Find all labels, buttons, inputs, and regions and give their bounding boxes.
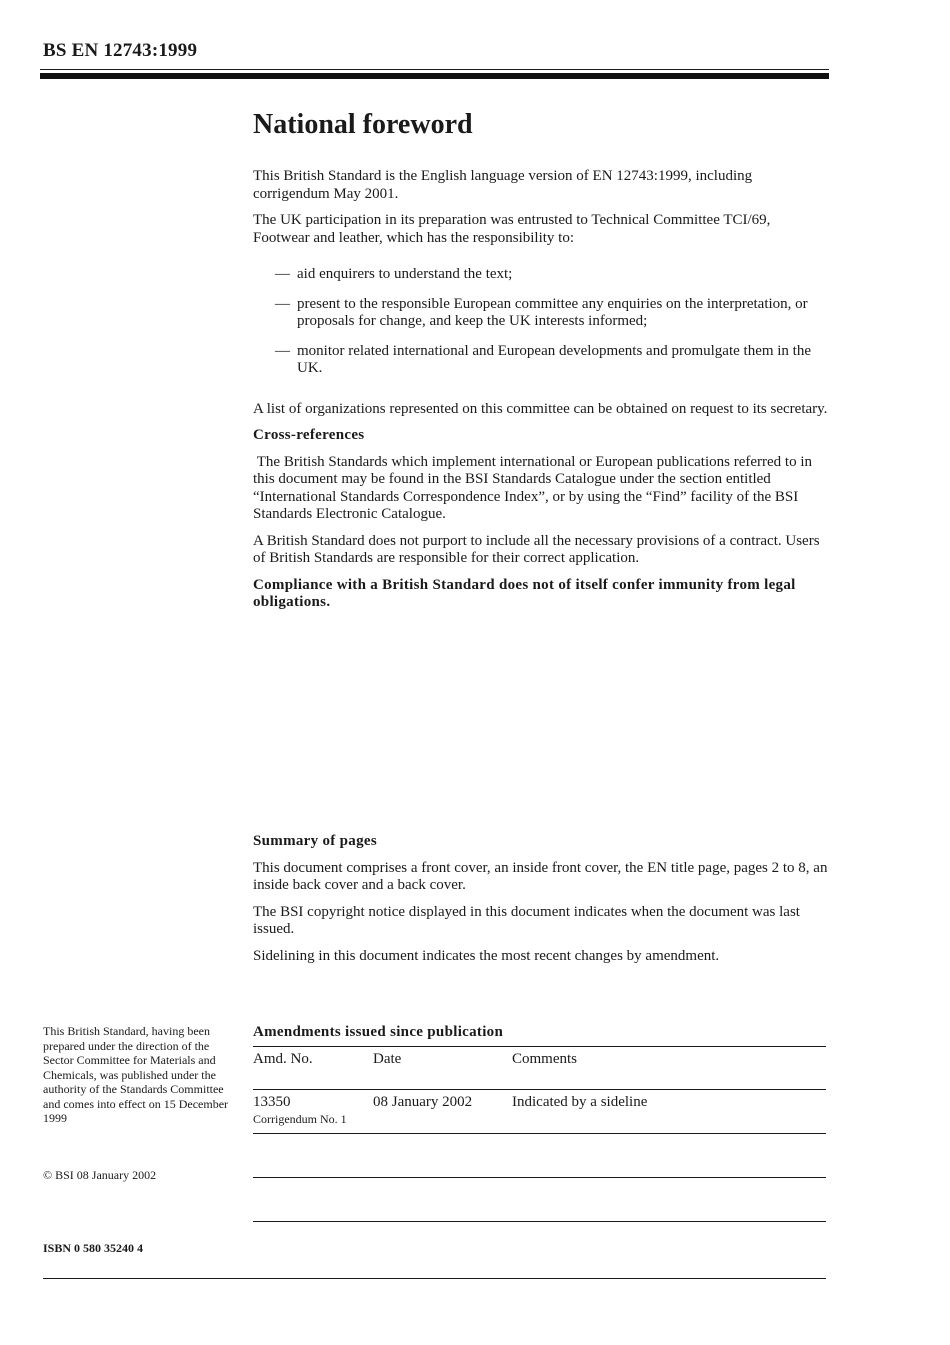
column-header-amd-no: Amd. No. bbox=[253, 1047, 373, 1090]
amd-sub-label: Corrigendum No. 1 bbox=[253, 1112, 347, 1126]
table-row bbox=[253, 1178, 826, 1222]
copyright-notice: © BSI 08 January 2002 bbox=[43, 1168, 157, 1182]
foreword-paragraph-1: This British Standard is the English language version of EN 12743:1999, including corrigendum May 2001. bbox=[253, 168, 753, 202]
summary-paragraph-1: This document comprises a front cover, an inside front cover, the EN title page, pages 2 to 8, an inside back cover and a back cover. bbox=[253, 859, 828, 893]
list-item: — aid enquirers to understand the text; bbox=[275, 266, 513, 282]
table-row bbox=[253, 1090, 826, 1134]
compliance-statement: Compliance with a British Standard does not of itself confer immunity from legal obligations. bbox=[253, 576, 796, 610]
amendments-heading: Amendments issued since publication bbox=[253, 1024, 504, 1040]
responsibility-list bbox=[253, 266, 828, 378]
summary-paragraph-2: The BSI copyright notice displayed in this document indicates when the document was last issued. bbox=[253, 903, 800, 937]
column-header-date: Date bbox=[373, 1047, 512, 1090]
summary-section bbox=[253, 833, 828, 974]
document-code: BS EN 12743:1999 bbox=[43, 40, 198, 61]
date-cell: 08 January 2002 bbox=[373, 1090, 512, 1134]
table-header-row bbox=[253, 1047, 826, 1090]
header-rule-thick bbox=[40, 73, 829, 79]
amd-no-cell: 13350 Corrigendum No. 1 bbox=[253, 1090, 373, 1134]
page-title: National foreword bbox=[253, 109, 473, 140]
footer-rule bbox=[253, 1278, 826, 1279]
isbn: ISBN 0 580 35240 4 bbox=[43, 1241, 144, 1255]
summary-paragraph-3: Sidelining in this document indicates the most recent changes by amendment. bbox=[253, 947, 720, 964]
dash-marker: — bbox=[275, 342, 290, 359]
foreword-paragraph-4: A British Standard does not purport to include all the necessary provisions of a contract. Users of British Standards are responsible for their correct application. bbox=[253, 532, 820, 566]
list-item: — monitor related international and European developments and promulgate them in the UK. bbox=[275, 342, 812, 376]
footer-rule-left bbox=[43, 1278, 253, 1279]
table-row bbox=[253, 1134, 826, 1178]
dash-marker: — bbox=[275, 295, 290, 312]
amendments-table bbox=[253, 1046, 826, 1222]
foreword-paragraph-3: A list of organizations represented on this committee can be obtained on request to its secretary. bbox=[253, 400, 828, 417]
foreword-paragraph-2: The UK participation in its preparation was entrusted to Technical Committee TCI/69, Footwear and leather, which has the responsibility to: bbox=[253, 212, 771, 246]
header-rule-thin bbox=[40, 69, 829, 70]
cross-references-text: The British Standards which implement international or European publications referred to in this document may be found in the BSI Standards Catalogue under the section entitled “International Standards Correspondence Index”, or by using the “Find” facility of the BSI Standards Electronic Catalogue. bbox=[253, 453, 813, 522]
amendments-section bbox=[253, 1022, 826, 1222]
dash-marker: — bbox=[275, 266, 290, 282]
comments-cell: Indicated by a sideline bbox=[512, 1090, 826, 1134]
publication-note: This British Standard, having been prepared under the direction of the Sector Committee for Materials and Chemicals, was published under the authority of the Standards Committee and comes into effect on 15 December 1999 bbox=[43, 1024, 229, 1125]
summary-heading: Summary of pages bbox=[253, 833, 377, 849]
column-header-comments: Comments bbox=[512, 1047, 826, 1090]
foreword-section bbox=[253, 108, 828, 621]
list-item: — present to the responsible European committee any enquiries on the interpretation, or proposals for change, and keep the UK interests informed; bbox=[275, 295, 808, 329]
cross-references-heading: Cross-references bbox=[253, 427, 365, 443]
